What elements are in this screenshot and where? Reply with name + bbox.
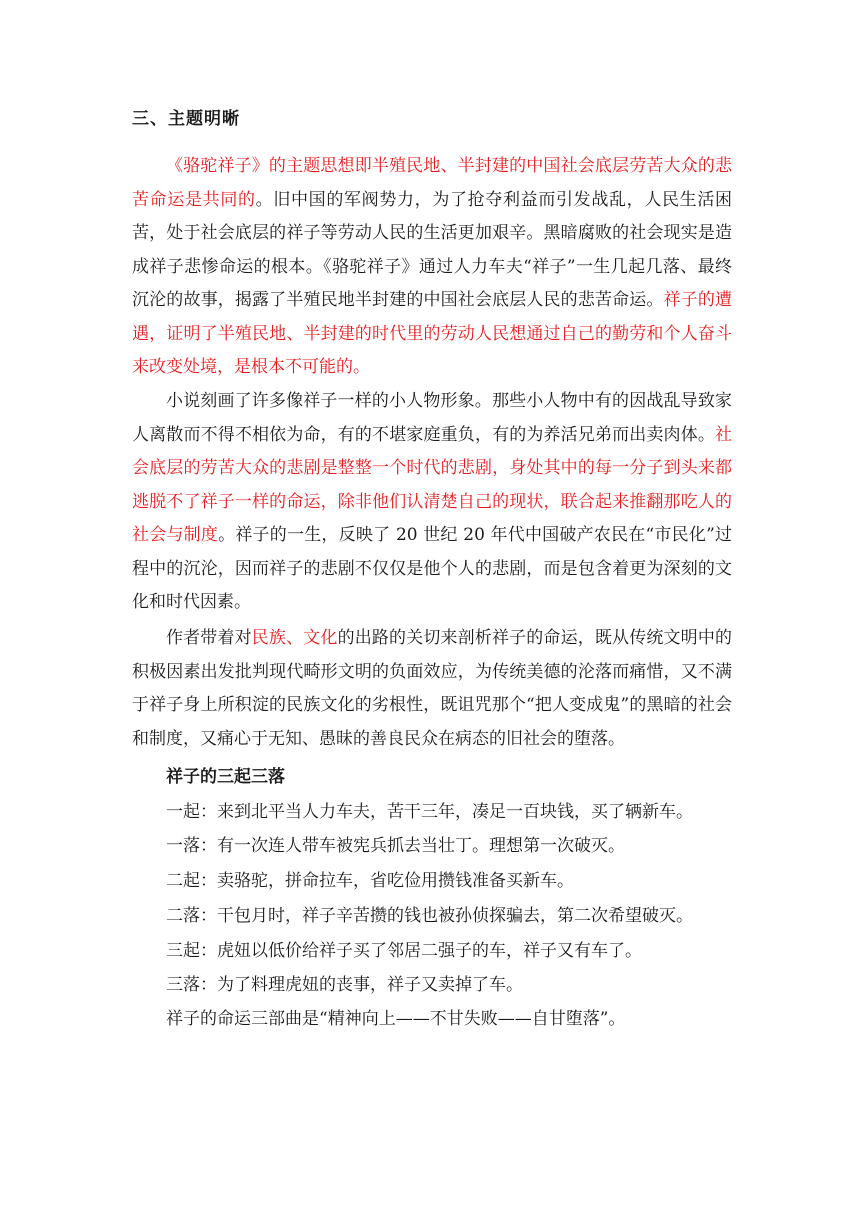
subheading: 祥子的三起三落: [166, 767, 285, 787]
stage-line: 一落：有一次连人带车被宪兵抓去当壮丁。理想第一次破灭。: [166, 836, 625, 856]
stage-line: 一起：来到北平当人力车夫，苦干三年，凑足一百块钱，买了辆新车。: [166, 802, 693, 822]
body-text: 作者带着对: [166, 628, 252, 648]
stage-line: 三落：为了料理虎妞的丧事，祥子又卖掉了车。: [166, 975, 523, 995]
body-text: 小说刻画了许多像祥子一样的小人物形象。那些小人物中有的因战乱导致家人离散而不得不相依为命，有的不堪家庭重负，有的为养活兄弟而出卖肉体。: [132, 391, 732, 445]
stage-line: 二起：卖骆驼，拼命拉车，省吃俭用攒钱准备买新车。: [166, 871, 574, 891]
stage-line: 二落：干包月时，祥子辛苦攒的钱也被孙侦探骗去，第二次希望破灭。: [166, 906, 693, 926]
section-heading: 三、主题明晰: [132, 109, 240, 129]
highlight-text: 社会底层的劳苦大众的悲剧是整整一个时代的悲剧，身处其中的每一分子到头来都逃脱不了祥子一样的命运，除非他们认清楚自己的现状，联合起来推翻那吃人的社会与制度: [132, 424, 732, 545]
highlight-text: 民族、文化: [251, 628, 338, 648]
characters-paragraph: [132, 385, 732, 620]
highlight-text: 祥子的遭遇，证明了半殖民地、半封建的时代里的劳动人民想通过自己的勤劳和个人奋斗来改变处境，是根本不可能的。: [132, 290, 733, 377]
stage-line: 三起：虎妞以低价给祥子买了邻居二强子的车，祥子又有车了。: [166, 941, 642, 961]
author-paragraph: [132, 622, 732, 756]
theme-paragraph: [132, 150, 732, 385]
body-text: 。旧中国的军阀势力，为了抢夺利益而引发战乱，人民生活困苦，处于社会底层的祥子等劳动人民的生活更加艰辛。黑暗腐败的社会现实是造成祥子悲惨命运的根本。《骆驼祥子》通过人力车夫“祥子”一生几起几落、最终沉沦的故事，揭露了半殖民地半封建的中国社会底层人民的悲苦命运。: [132, 189, 733, 310]
highlight-text: 《骆驼祥子》的主题思想即半殖民地、半封建的中国社会底层劳苦大众的悲苦命运是共同的: [132, 156, 732, 210]
conclusion-line: 祥子的命运三部曲是“精神向上——不甘失败——自甘堕落”。: [166, 1009, 626, 1029]
body-text: 的出路的关切来剖析祥子的命运，既从传统文明中的积极因素出发批判现代畸形文明的负面效应，为传统美德的沦落而痛惜，又不满于祥子身上所积淀的民族文化的劣根性，既诅咒那个“把人变成鬼”的黑暗的社会和制度，又痛心于无知、愚昧的善良民众在病态的旧社会的堕落。: [132, 628, 732, 749]
body-text: 。祥子的一生，反映了 20 世纪 20 年代中国破产农民在“市民化”过程中的沉沦，因而祥子的悲剧不仅仅是他个人的悲剧，而是包含着更为深刻的文化和时代因素。: [132, 525, 732, 612]
